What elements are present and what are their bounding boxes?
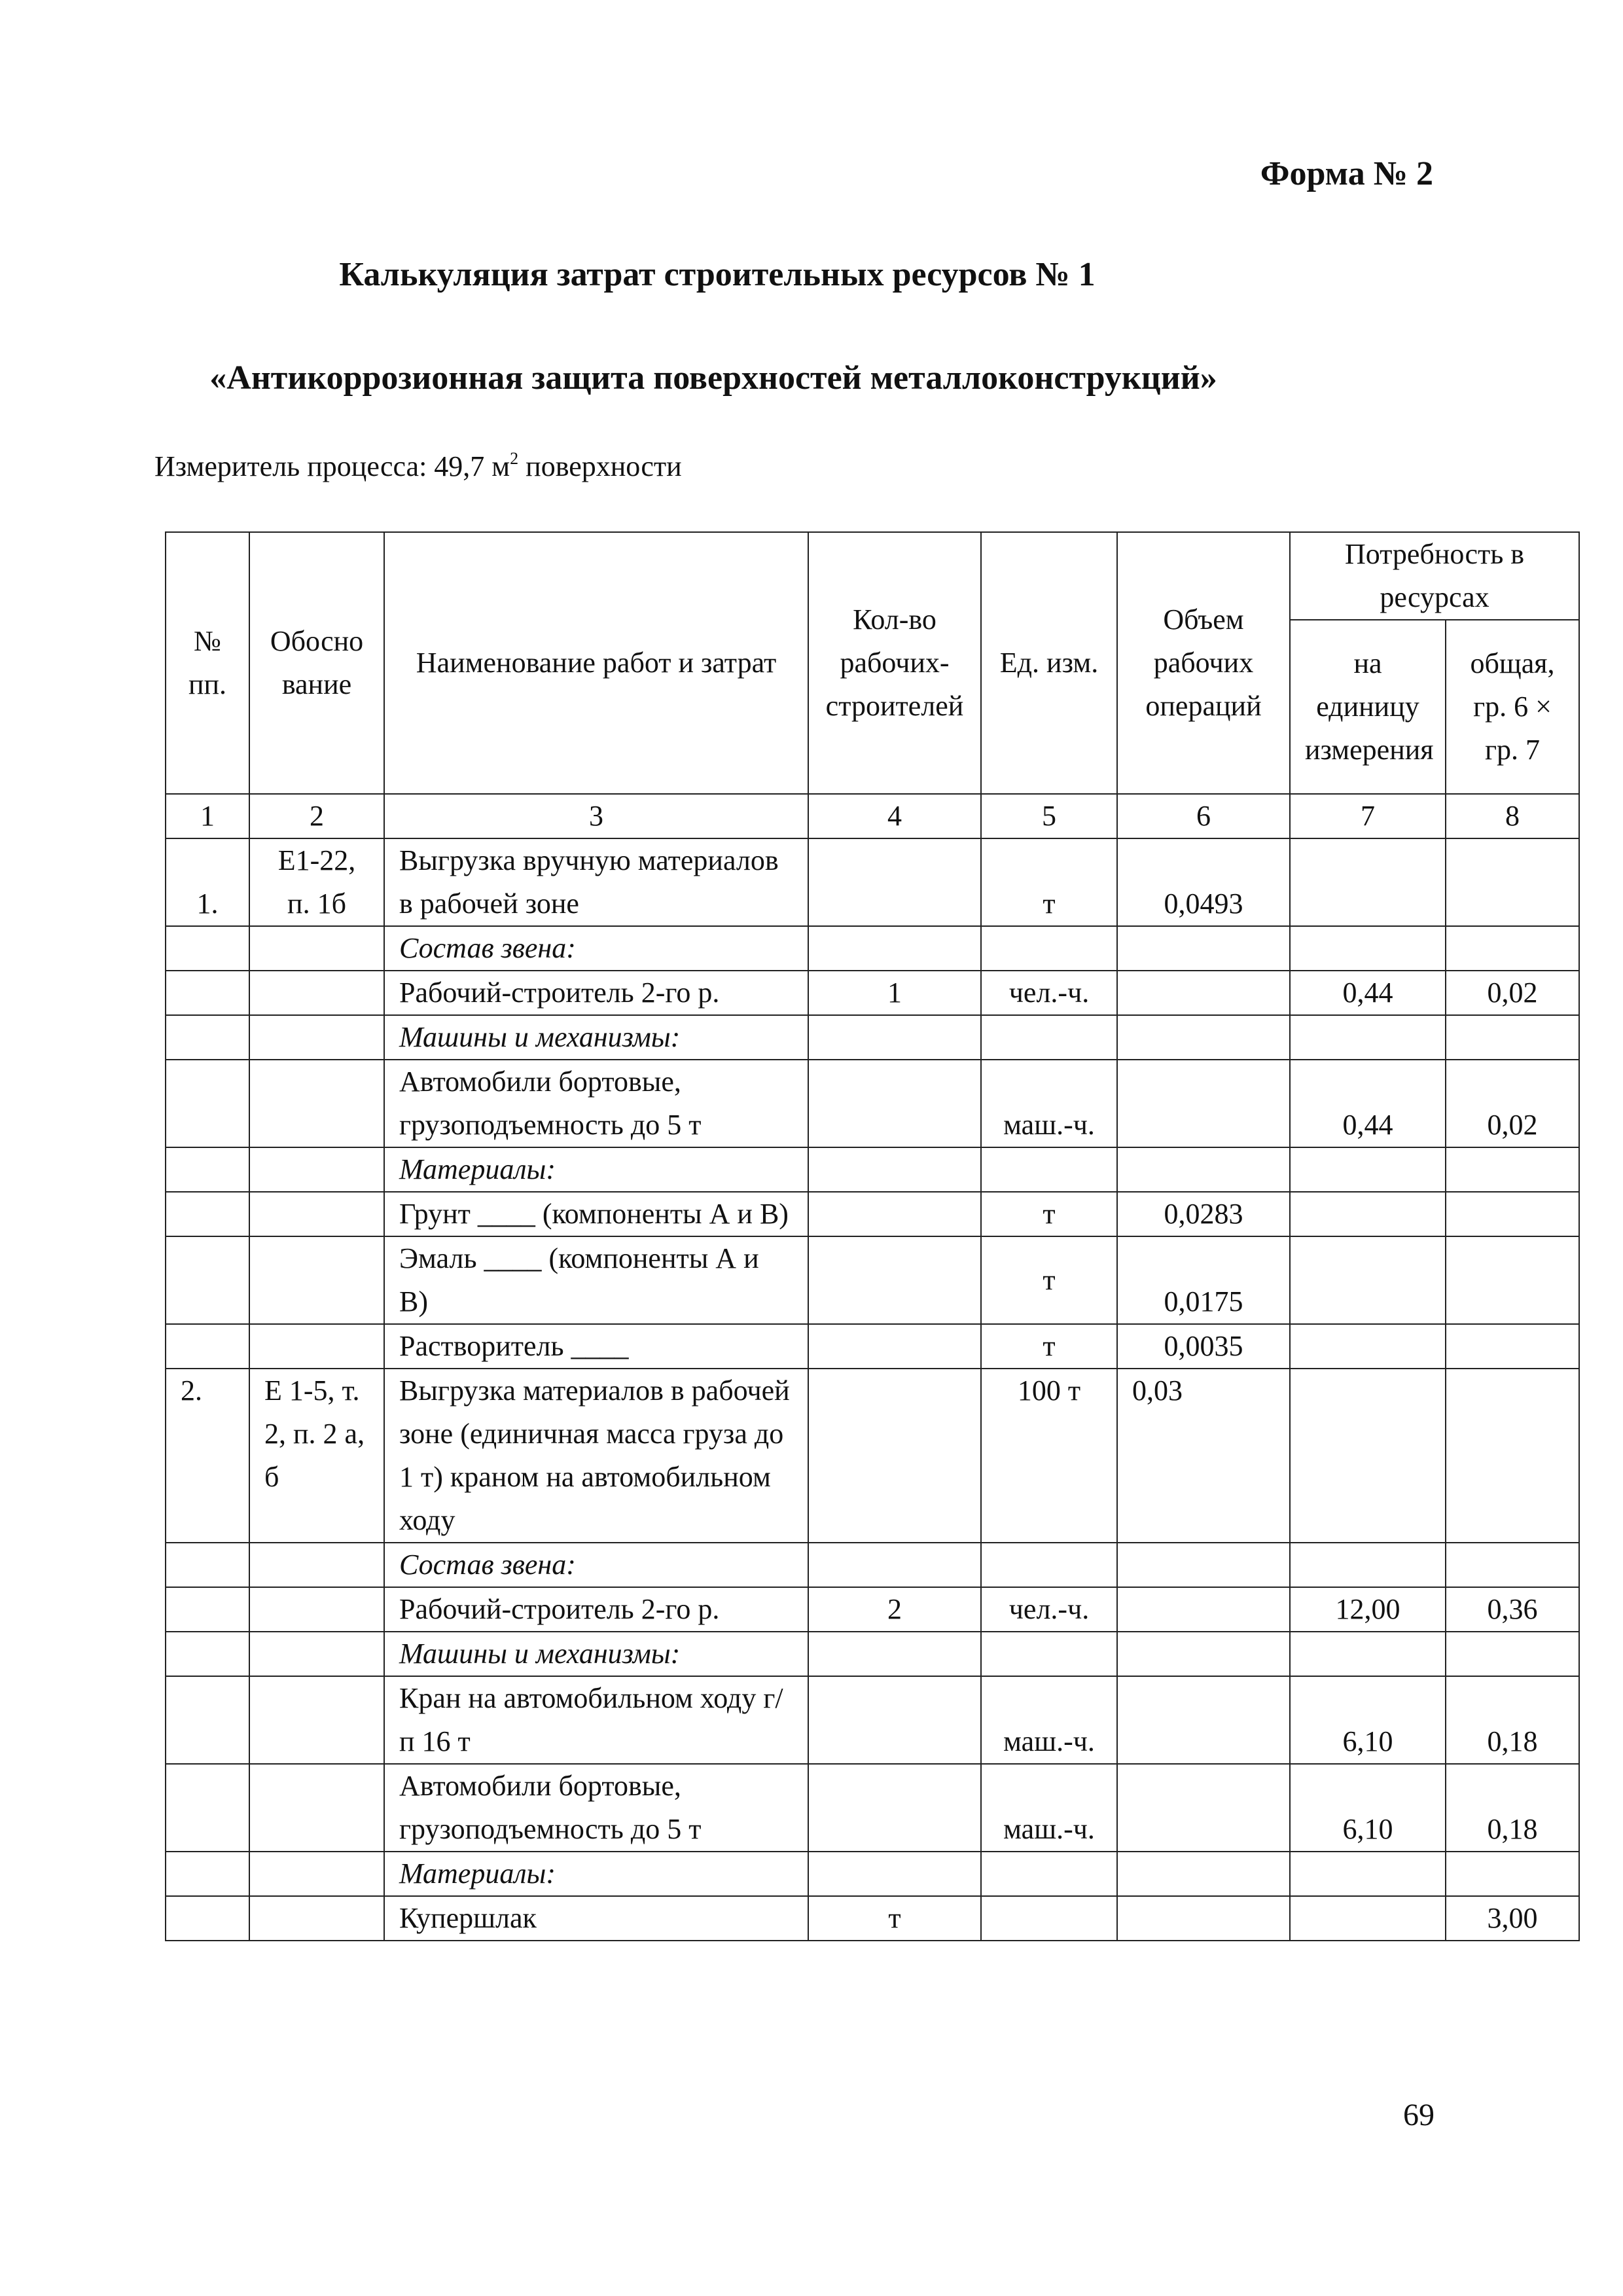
row-no [166,1147,249,1192]
row-total: 0,18 [1446,1764,1579,1852]
row-total [1446,1324,1579,1369]
row-section-label: Состав звена: [384,1543,808,1587]
row-workers [808,1369,981,1543]
table-row [166,1147,1579,1192]
process-meter [154,449,682,483]
column-number: 5 [981,794,1117,838]
row-total: 0,02 [1446,971,1579,1015]
row-volume: 0,0175 [1117,1236,1290,1324]
row-unit [981,1147,1117,1192]
table-row [166,1192,1579,1236]
row-per-unit [1290,1324,1446,1369]
row-unit: чел.-ч. [981,971,1117,1015]
row-basis [249,1543,384,1587]
row-basis [249,1147,384,1192]
row-no [166,971,249,1015]
row-volume: 0,0283 [1117,1192,1290,1236]
row-volume [1117,1543,1290,1587]
row-workers [808,1543,981,1587]
row-no [166,1324,249,1369]
row-per-unit [1290,1236,1446,1324]
row-name: Кран на автомобильном ходу г/п 16 т [384,1676,808,1764]
row-no: 2. [166,1369,249,1543]
row-total [1446,1147,1579,1192]
meter-suffix: поверхности [518,450,682,482]
row-unit [981,926,1117,971]
row-total [1446,1015,1579,1060]
row-workers [808,1676,981,1764]
row-per-unit [1290,1147,1446,1192]
meter-prefix: Измеритель процесса: 49,7 м [154,450,510,482]
row-basis [249,1764,384,1852]
row-name: Купершлак [384,1896,808,1941]
column-number: 1 [166,794,249,838]
row-unit [981,1632,1117,1676]
row-name: Эмаль ____ (компоненты А и В) [384,1236,808,1324]
row-total [1446,926,1579,971]
row-volume [1117,1676,1290,1764]
row-name: Выгрузка материалов в рабочей зоне (единичная масса груза до 1 т) краном на автомобильном ходу [384,1369,808,1543]
table-row [166,1676,1579,1764]
row-workers [808,1632,981,1676]
row-unit [981,1852,1117,1896]
column-number: 7 [1290,794,1446,838]
row-volume [1117,926,1290,971]
header-unit: Ед. изм. [981,532,1117,794]
row-per-unit [1290,926,1446,971]
row-unit: маш.-ч. [981,1764,1117,1852]
row-name: Автомобили бортовые, грузоподъемность до 5 т [384,1764,808,1852]
row-volume [1117,1896,1290,1941]
column-number: 8 [1446,794,1579,838]
row-per-unit [1290,1015,1446,1060]
row-workers [808,926,981,971]
header-volume: Объем рабочих операций [1117,532,1290,794]
row-no: 1. [166,838,249,926]
row-per-unit [1290,1192,1446,1236]
column-number: 2 [249,794,384,838]
row-unit: т [981,838,1117,926]
table-row [166,1543,1579,1587]
header-need: Потребность в ресурсах [1290,532,1579,620]
column-number-row [166,794,1579,838]
row-per-unit [1290,1543,1446,1587]
column-number: 6 [1117,794,1290,838]
row-per-unit [1290,1369,1446,1543]
row-section-label: Машины и механизмы: [384,1015,808,1060]
row-total: 3,00 [1446,1896,1579,1941]
row-no [166,1192,249,1236]
row-name: Рабочий-строитель 2-го р. [384,1587,808,1632]
row-basis [249,1676,384,1764]
row-volume: 0,0493 [1117,838,1290,926]
row-no [166,1896,249,1941]
row-unit: чел.-ч. [981,1587,1117,1632]
row-total: 0,36 [1446,1587,1579,1632]
row-unit: т [981,1236,1117,1324]
row-total: 0,18 [1446,1676,1579,1764]
header-workers: Кол-во рабочих-строителей [808,532,981,794]
row-total: 0,02 [1446,1060,1579,1147]
header-basis: Обосно вание [249,532,384,794]
row-workers [808,1852,981,1896]
table-row [166,1764,1579,1852]
row-unit: маш.-ч. [981,1676,1117,1764]
table-row [166,1324,1579,1369]
row-workers: 2 [808,1587,981,1632]
row-volume [1117,1587,1290,1632]
header-per-unit: на единицу измерения [1290,620,1446,794]
row-basis [249,1632,384,1676]
row-total [1446,1369,1579,1543]
row-unit [981,1543,1117,1587]
row-volume [1117,1852,1290,1896]
row-workers: 1 [808,971,981,1015]
row-unit: т [981,1324,1117,1369]
row-no [166,926,249,971]
row-basis: Е 1-5, т. 2, п. 2 а, б [249,1369,384,1543]
column-number: 4 [808,794,981,838]
row-no [166,1587,249,1632]
row-per-unit [1290,1852,1446,1896]
row-volume [1117,1015,1290,1060]
row-workers: т [808,1896,981,1941]
form-label: Форма № 2 [1260,155,1433,192]
table-row [166,1632,1579,1676]
row-total [1446,1543,1579,1587]
row-basis [249,1324,384,1369]
row-no [166,1632,249,1676]
header-row [166,532,1579,620]
meter-power: 2 [510,449,519,468]
row-basis [249,971,384,1015]
row-per-unit [1290,838,1446,926]
row-volume [1117,1147,1290,1192]
row-unit: маш.-ч. [981,1060,1117,1147]
row-total [1446,1236,1579,1324]
row-no [166,1764,249,1852]
row-no [166,1060,249,1147]
page-number: 69 [1403,2098,1435,2132]
row-basis [249,1015,384,1060]
calculation-table [165,531,1580,1941]
row-no [166,1676,249,1764]
row-unit: 100 т [981,1369,1117,1543]
row-name: Выгрузка вручную материалов в рабочей зоне [384,838,808,926]
row-workers [808,1236,981,1324]
document-subtitle: «Антикоррозионная защита поверхностей металлоконструкций» [209,359,1217,397]
row-name: Грунт ____ (компоненты А и В) [384,1192,808,1236]
row-total [1446,1852,1579,1896]
row-section-label: Состав звена: [384,926,808,971]
header-name: Наименование работ и затрат [384,532,808,794]
table-row [166,1236,1579,1324]
row-volume [1117,1764,1290,1852]
row-basis [249,1060,384,1147]
row-total [1446,1632,1579,1676]
row-basis [249,1896,384,1941]
row-total [1446,1192,1579,1236]
row-volume [1117,1060,1290,1147]
row-per-unit: 0,44 [1290,1060,1446,1147]
row-basis [249,1852,384,1896]
table-row [166,1015,1579,1060]
table-row [166,1369,1579,1543]
row-basis [249,1587,384,1632]
table-row [166,971,1579,1015]
row-name: Автомобили бортовые, грузоподъемность до 5 т [384,1060,808,1147]
row-section-label: Машины и механизмы: [384,1632,808,1676]
table-row [166,838,1579,926]
row-workers [808,1060,981,1147]
header-total: общая, гр. 6 × гр. 7 [1446,620,1579,794]
document-title: Калькуляция затрат строительных ресурсов № 1 [339,256,1096,293]
row-section-label: Материалы: [384,1852,808,1896]
table-row [166,1587,1579,1632]
row-workers [808,1324,981,1369]
table-row [166,1896,1579,1941]
row-unit: т [981,1192,1117,1236]
row-workers [808,1015,981,1060]
row-no [166,1015,249,1060]
row-no [166,1852,249,1896]
row-per-unit [1290,1632,1446,1676]
table-row [166,926,1579,971]
row-workers [808,838,981,926]
row-basis: Е1-22, п. 1б [249,838,384,926]
row-no [166,1236,249,1324]
row-volume: 0,03 [1117,1369,1290,1543]
row-basis [249,926,384,971]
row-volume: 0,0035 [1117,1324,1290,1369]
row-per-unit: 6,10 [1290,1676,1446,1764]
row-no [166,1543,249,1587]
row-section-label: Материалы: [384,1147,808,1192]
row-volume [1117,971,1290,1015]
table-row [166,1060,1579,1147]
row-per-unit [1290,1896,1446,1941]
row-name: Рабочий-строитель 2-го р. [384,971,808,1015]
row-workers [808,1147,981,1192]
row-total [1446,838,1579,926]
row-basis [249,1192,384,1236]
header-no: № пп. [166,532,249,794]
row-workers [808,1764,981,1852]
row-volume [1117,1632,1290,1676]
row-workers [808,1192,981,1236]
table-row [166,1852,1579,1896]
row-unit [981,1896,1117,1941]
row-per-unit: 6,10 [1290,1764,1446,1852]
column-number: 3 [384,794,808,838]
row-name: Растворитель ____ [384,1324,808,1369]
row-basis [249,1236,384,1324]
row-per-unit: 0,44 [1290,971,1446,1015]
row-per-unit: 12,00 [1290,1587,1446,1632]
row-unit [981,1015,1117,1060]
